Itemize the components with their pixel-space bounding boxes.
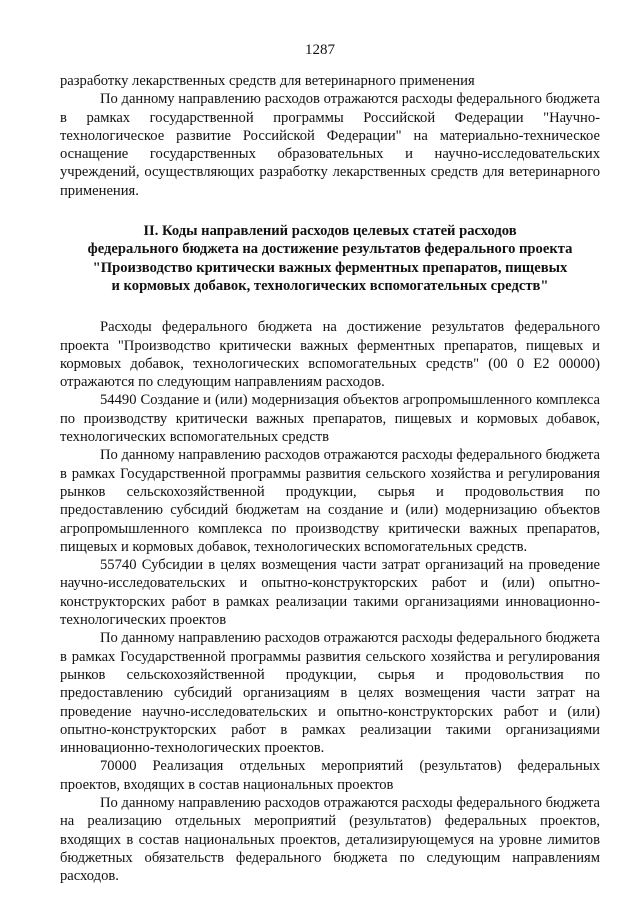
- paragraph: Расходы федерального бюджета на достижение результатов федерального проекта "Производство критически важных ферментных препаратов, пищевых и кормовых добавок, технологических вспомогательных средств" (00 0 Е2 00000) отражаются по следующим направлениям расходов.: [60, 319, 600, 391]
- paragraph-continuation: разработку лекарственных средств для ветеринарного применения: [60, 73, 475, 89]
- paragraph: По данному направлению расходов отражаются расходы федерального бюджета в рамках Государственной программы развития сельского хозяйства и регулирования рынков сельскохозяйственной продукции, сырья и продовольствия по предоставлению субсидий бюджетам на создание и (или) модернизацию объектов агропромышленного комплекса по производству критически важных препаратов, пищевых и кормовых добавок, технологических вспомогательных средств.: [60, 447, 600, 555]
- paragraph: По данному направлению расходов отражаются расходы федерального бюджета на реализацию отдельных мероприятий (результатов) федеральных проектов, входящих в состав национальных проектов, детализирующемуся на уровне лимитов бюджетных обязательств федерального бюджета по следующим направлениям расходов.: [60, 794, 600, 885]
- document-body: [60, 72, 600, 885]
- expense-code-paragraph: 70000 Реализация отдельных мероприятий (результатов) федеральных проектов, входящих в состав национальных проектов: [60, 758, 600, 793]
- expense-code-paragraph: 55740 Субсидии в целях возмещения части затрат организаций на проведение научно-исследовательских и опытно-конструкторских работ и (или) опытно-конструкторских работ в рамках реализации такими организациями инновационно-технологических проектов: [60, 557, 600, 629]
- paragraph: По данному направлению расходов отражаются расходы федерального бюджета в рамках Государственной программы развития сельского хозяйства и регулирования рынков сельскохозяйственной продукции, сырья и продовольствия по предоставлению субсидий организациям в целях возмещения части затрат на проведение научно-исследовательских и опытно-конструкторских работ и (или) опытно-конструкторских работ в рамках реализации такими организациями инновационно-технологических проектов.: [60, 630, 600, 757]
- expense-code-paragraph: 54490 Создание и (или) модернизация объектов агропромышленного комплекса по производству критически важных препаратов, пищевых и кормовых добавок, технологических вспомогательных средств: [60, 392, 600, 446]
- section-heading-line: II. Коды направлений расходов целевых статей расходов: [143, 223, 517, 240]
- section-heading-line: федерального бюджета на достижение результатов федерального проекта: [87, 241, 573, 258]
- paragraph: По данному направлению расходов отражаются расходы федерального бюджета в рамках государственной программы Российской Федерации "Научно-технологическое развитие Российской Федерации" на материально-техническое оснащение государственных образовательных и научно-исследовательских учреждений, осуществляющих разработку лекарственных средств для ветеринарного применения.: [60, 91, 600, 199]
- section-heading: [60, 222, 600, 295]
- section-heading-line: "Производство критически важных ферментных препаратов, пищевых: [92, 259, 568, 276]
- section-heading-line: и кормовых добавок, технологических вспомогательных средств": [111, 277, 549, 294]
- page-number: 1287: [305, 42, 335, 58]
